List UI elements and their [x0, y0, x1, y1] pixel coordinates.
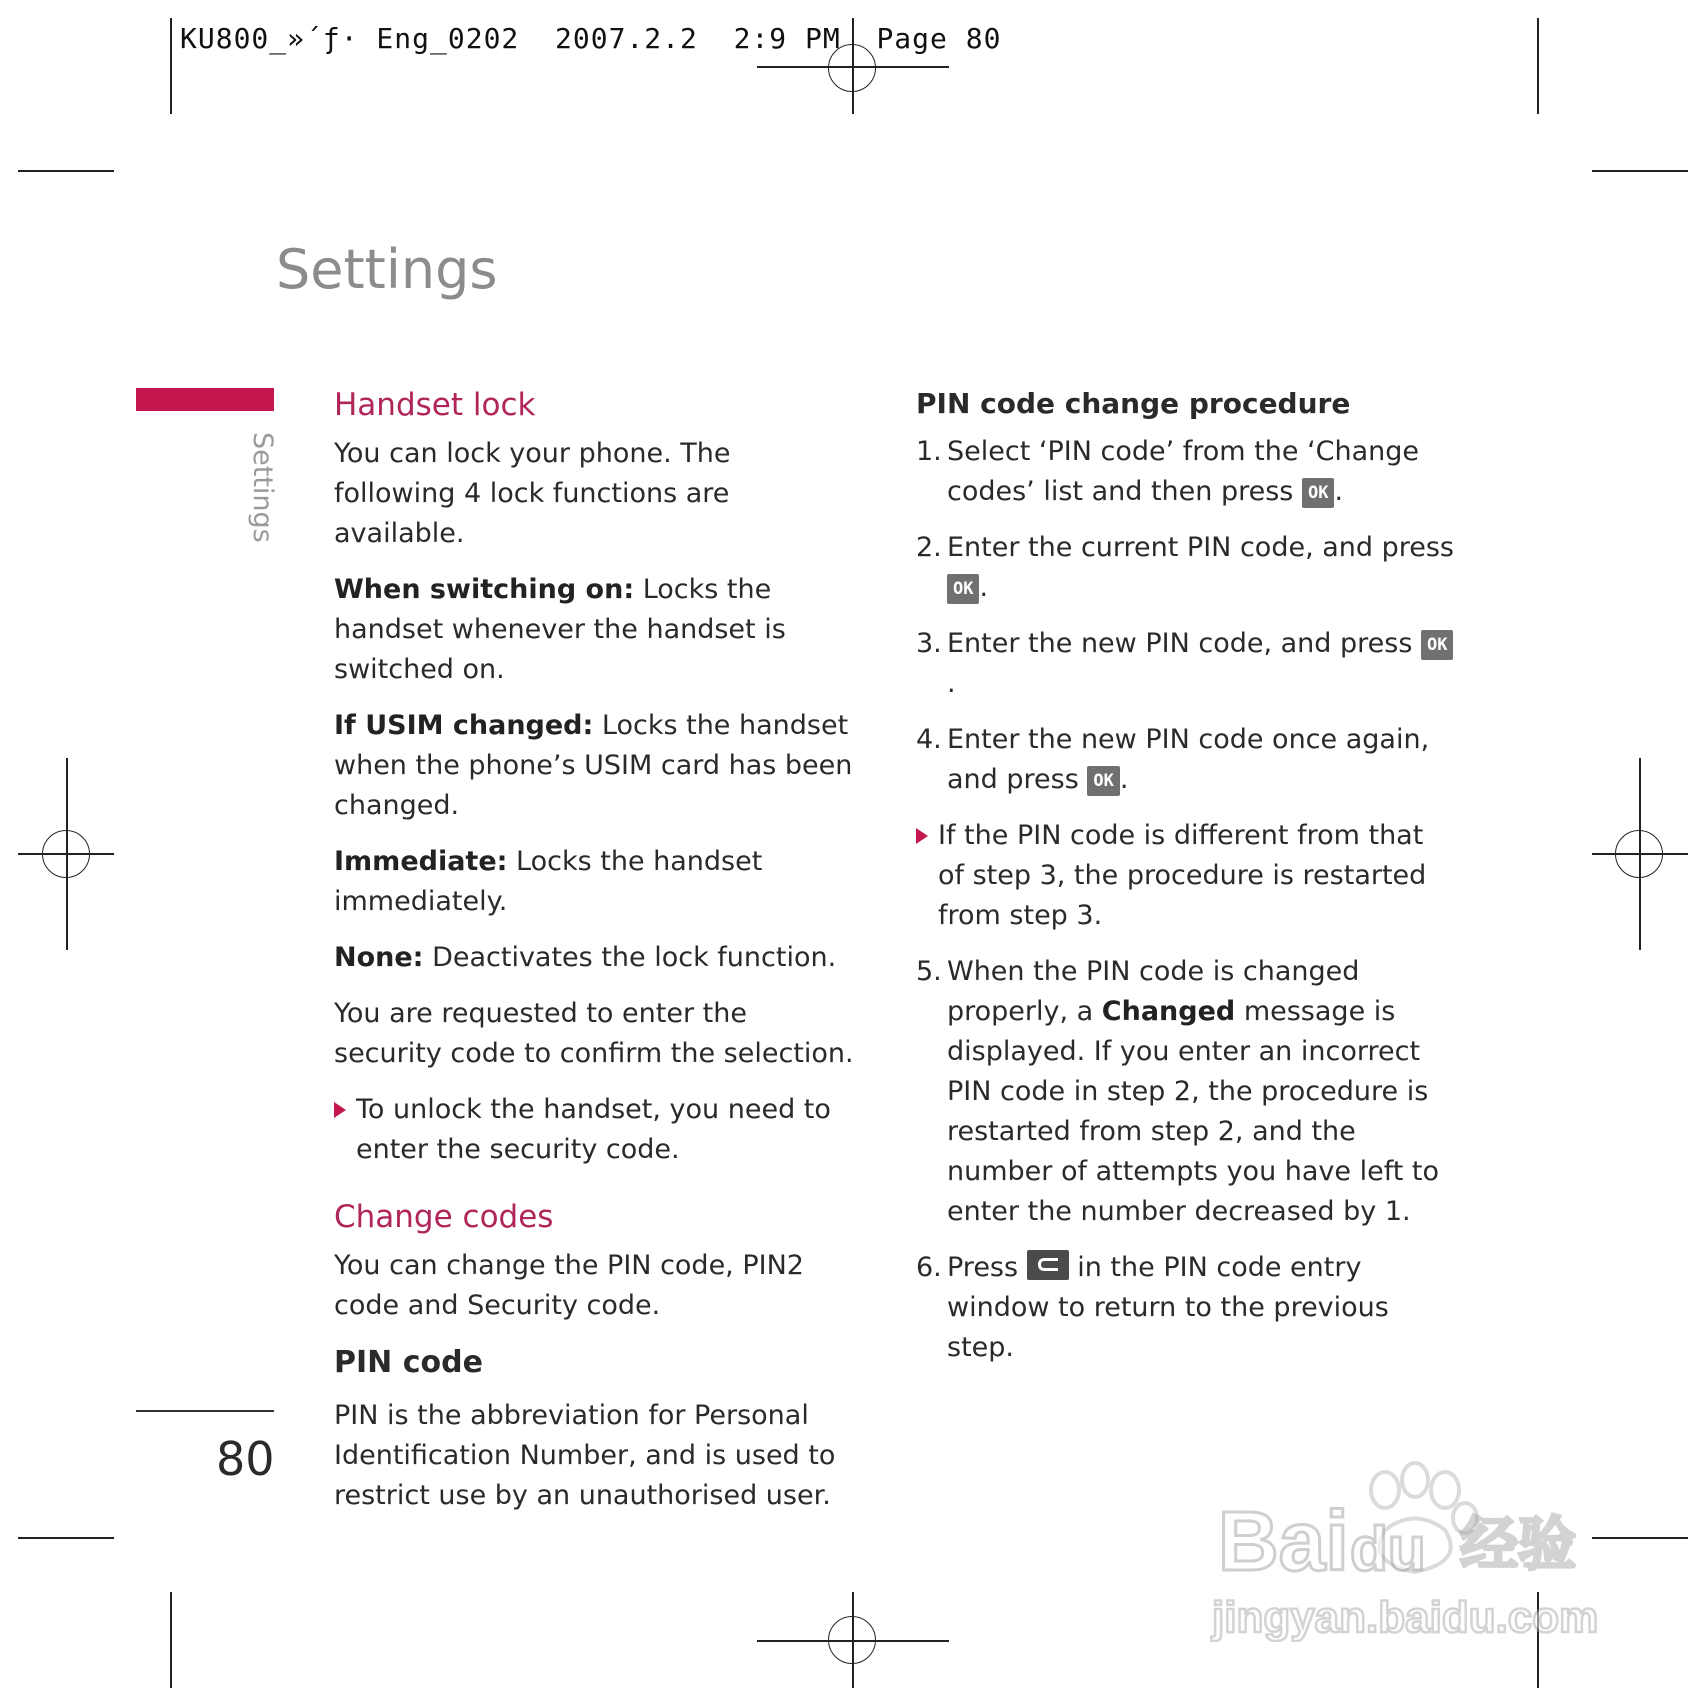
- step-text: Press: [947, 1252, 1027, 1283]
- procedure-step: [916, 720, 1456, 800]
- side-tab-label: Settings: [247, 432, 278, 543]
- step-text: in the PIN code entry window to return to the previous step.: [947, 1252, 1389, 1363]
- procedure-steps-continued: [916, 952, 1456, 1368]
- left-column: [334, 384, 854, 1532]
- unlock-note: [334, 1090, 854, 1170]
- ok-key-icon: OK: [1302, 478, 1334, 508]
- procedure-step: [916, 528, 1456, 608]
- ok-key-icon: OK: [947, 574, 979, 604]
- crop-mark-bottom-left-horizontal: [18, 1537, 114, 1539]
- option-term: When switching on:: [334, 574, 635, 605]
- lock-option-when-switching-on: [334, 570, 854, 690]
- step-text: Enter the new PIN code once again, and press: [947, 724, 1430, 795]
- registration-bottom-circle: [828, 1616, 876, 1664]
- step-number: 2.: [916, 532, 942, 563]
- ok-key-icon: OK: [1421, 630, 1453, 660]
- registration-right-circle: [1615, 830, 1663, 878]
- option-description: Locks the handset whenever the handset is switched on.: [334, 574, 786, 685]
- pin-code-heading: PIN code: [334, 1345, 483, 1380]
- svg-text:jingyan.baidu.com: jingyan.baidu.com: [1212, 1593, 1599, 1642]
- procedure-step: [916, 432, 1456, 512]
- right-column: [916, 384, 1456, 1384]
- step-text: Enter the current PIN code, and press: [947, 532, 1455, 563]
- pin-mismatch-note-text: If the PIN code is different from that of step 3, the procedure is restarted from step 3.: [938, 820, 1427, 931]
- unlock-note-text: To unlock the handset, you need to enter the security code.: [356, 1094, 831, 1165]
- pin-code-description: PIN is the abbreviation for Personal Identification Number, and is used to restrict use by an unauthorised user.: [334, 1400, 836, 1511]
- option-term: Immediate:: [334, 846, 508, 877]
- handset-lock-intro: You can lock your phone. The following 4 lock functions are available.: [334, 438, 731, 549]
- pin-mismatch-note: [916, 816, 1456, 936]
- registration-left-circle: [42, 830, 90, 878]
- step-number: 1.: [916, 436, 942, 467]
- print-slug: KU800_»´ƒ· Eng_0202 2007.2.2 2:9 PM Page 80: [180, 22, 1002, 55]
- option-description: Locks the handset when the phone’s USIM card has been changed.: [334, 710, 853, 821]
- ok-key-icon: OK: [1087, 766, 1119, 796]
- crop-mark-top-right-horizontal: [1592, 170, 1688, 172]
- svg-text:经验: 经验: [1460, 1510, 1577, 1578]
- baidu-watermark-logo: [1210, 1452, 1620, 1642]
- security-code-confirm-text: You are requested to enter the security code to confirm the selection.: [334, 998, 854, 1069]
- step-end: .: [1119, 764, 1129, 795]
- step-number: 4.: [916, 724, 942, 755]
- svg-text:Bai: Bai: [1218, 1494, 1349, 1588]
- option-description: Locks the handset immediately.: [334, 846, 763, 917]
- step-number: 3.: [916, 628, 942, 659]
- step-text: message is displayed. If you enter an incorrect PIN code in step 2, the procedure is restarted from step 2, and the number of attempts you have left to enter the number decreased by 1.: [947, 996, 1440, 1227]
- crop-mark-top-left-horizontal: [18, 170, 114, 172]
- procedure-step: [916, 1248, 1456, 1368]
- procedure-step: [916, 624, 1456, 704]
- change-codes-intro: You can change the PIN code, PIN2 code and Security code.: [334, 1250, 804, 1321]
- note-triangle-icon: [916, 828, 928, 844]
- page-number-rule: [136, 1410, 274, 1412]
- procedure-steps: [916, 432, 1456, 800]
- lock-option-immediate: [334, 842, 854, 922]
- crop-mark-bottom-left-vertical: [170, 1592, 172, 1688]
- change-codes-heading: Change codes: [334, 1199, 554, 1235]
- page-title: Settings: [276, 238, 498, 301]
- svg-text:du: du: [1350, 1515, 1426, 1584]
- option-description: Deactivates the lock function.: [423, 942, 837, 973]
- lock-option-if-usim-changed: [334, 706, 854, 826]
- procedure-step: [916, 952, 1456, 1232]
- crop-mark-top-right-vertical: [1537, 18, 1539, 114]
- step-text: Select ‘PIN code’ from the ‘Change codes’ list and then press: [947, 436, 1420, 507]
- note-triangle-icon: [334, 1102, 346, 1118]
- step-text: When the PIN code is changed properly, a: [947, 956, 1360, 1027]
- option-term: None:: [334, 942, 424, 973]
- step-end: .: [1334, 476, 1344, 507]
- changed-message-term: Changed: [1101, 996, 1236, 1027]
- crop-mark-top-left-vertical: [170, 18, 172, 114]
- option-term: If USIM changed:: [334, 710, 594, 741]
- step-end: .: [947, 668, 956, 699]
- section-accent-bar: [136, 388, 274, 411]
- handset-lock-heading: Handset lock: [334, 387, 536, 423]
- step-number: 6.: [916, 1252, 942, 1283]
- step-number: 5.: [916, 956, 942, 987]
- step-text: Enter the new PIN code, and press: [947, 628, 1421, 659]
- pin-change-procedure-heading: PIN code change procedure: [916, 387, 1351, 420]
- page-number: 80: [216, 1432, 275, 1486]
- clear-key-icon: [1027, 1250, 1069, 1280]
- lock-option-none: [334, 938, 854, 978]
- step-end: .: [979, 572, 989, 603]
